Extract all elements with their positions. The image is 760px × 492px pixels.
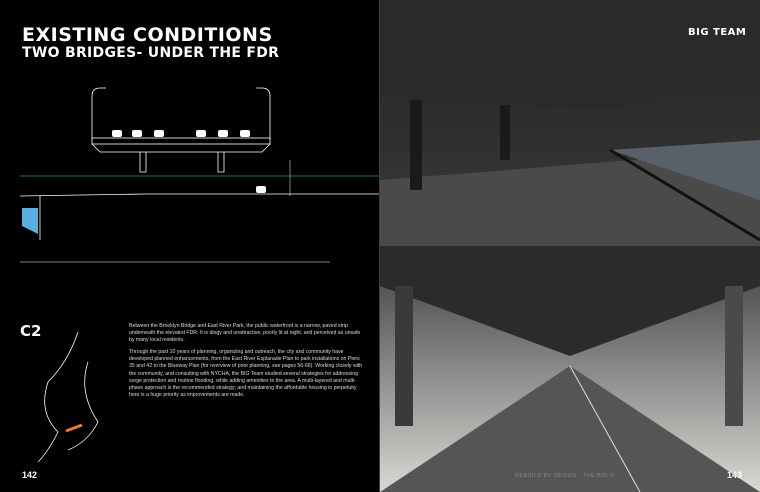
body-text [129,323,365,404]
page-subtitle: TWO BRIDGES- UNDER THE FDR [22,45,280,61]
footer-text: REBUILD BY DESIGN - THE BIG U [515,473,615,479]
car [132,130,142,137]
lamp-post-right [256,88,270,140]
deck-underside [92,144,270,152]
car [240,130,250,137]
page-title: EXISTING CONDITIONS [22,24,273,46]
ground-line [20,194,380,196]
paragraph: Through the past 10 years of planning, organizing and outreach, the city and community have developed planned enhancements, from the East River Esplanade Plan to park installations on Piers 35 and 42 to the Blueway Plan (for overview of prior planning, see pages 56-66). Working closely with the community, and consulting with NYCHA, the BIG Team studied several strategies for addressing surge protection and routine flooding, while adding amenities to the area. A multi-layered and multi-phase approach is the recommended strategy; and maintaining the affordable housing in perpetuity here is a huge priority as improvements are made. [129,349,363,398]
section-diagram [0,0,380,280]
car [218,130,228,137]
road-deck [92,138,270,144]
photo-under-fdr [380,246,760,492]
page-number-right: 143 [727,470,743,480]
car [112,130,122,137]
pier-right [218,152,224,172]
paragraph: Between the Brooklyn Bridge and East River Park, the public waterfront is a narrow, paved strip underneath the elevated FDR. It is dingy and unattractive, poorly lit at night, and perceived as unsafe by many local residents. [129,323,361,344]
water-body [22,208,38,234]
page-number: 142 [22,470,38,480]
car [196,130,206,137]
brand-mark: BIG TEAM [688,27,747,38]
location-map [18,332,128,472]
study-area [66,425,82,431]
car [256,186,266,193]
section-label: C2 [20,322,42,340]
car [154,130,164,137]
lamp-post-left [92,88,106,140]
right-page [380,0,760,492]
pier-left [140,152,146,172]
